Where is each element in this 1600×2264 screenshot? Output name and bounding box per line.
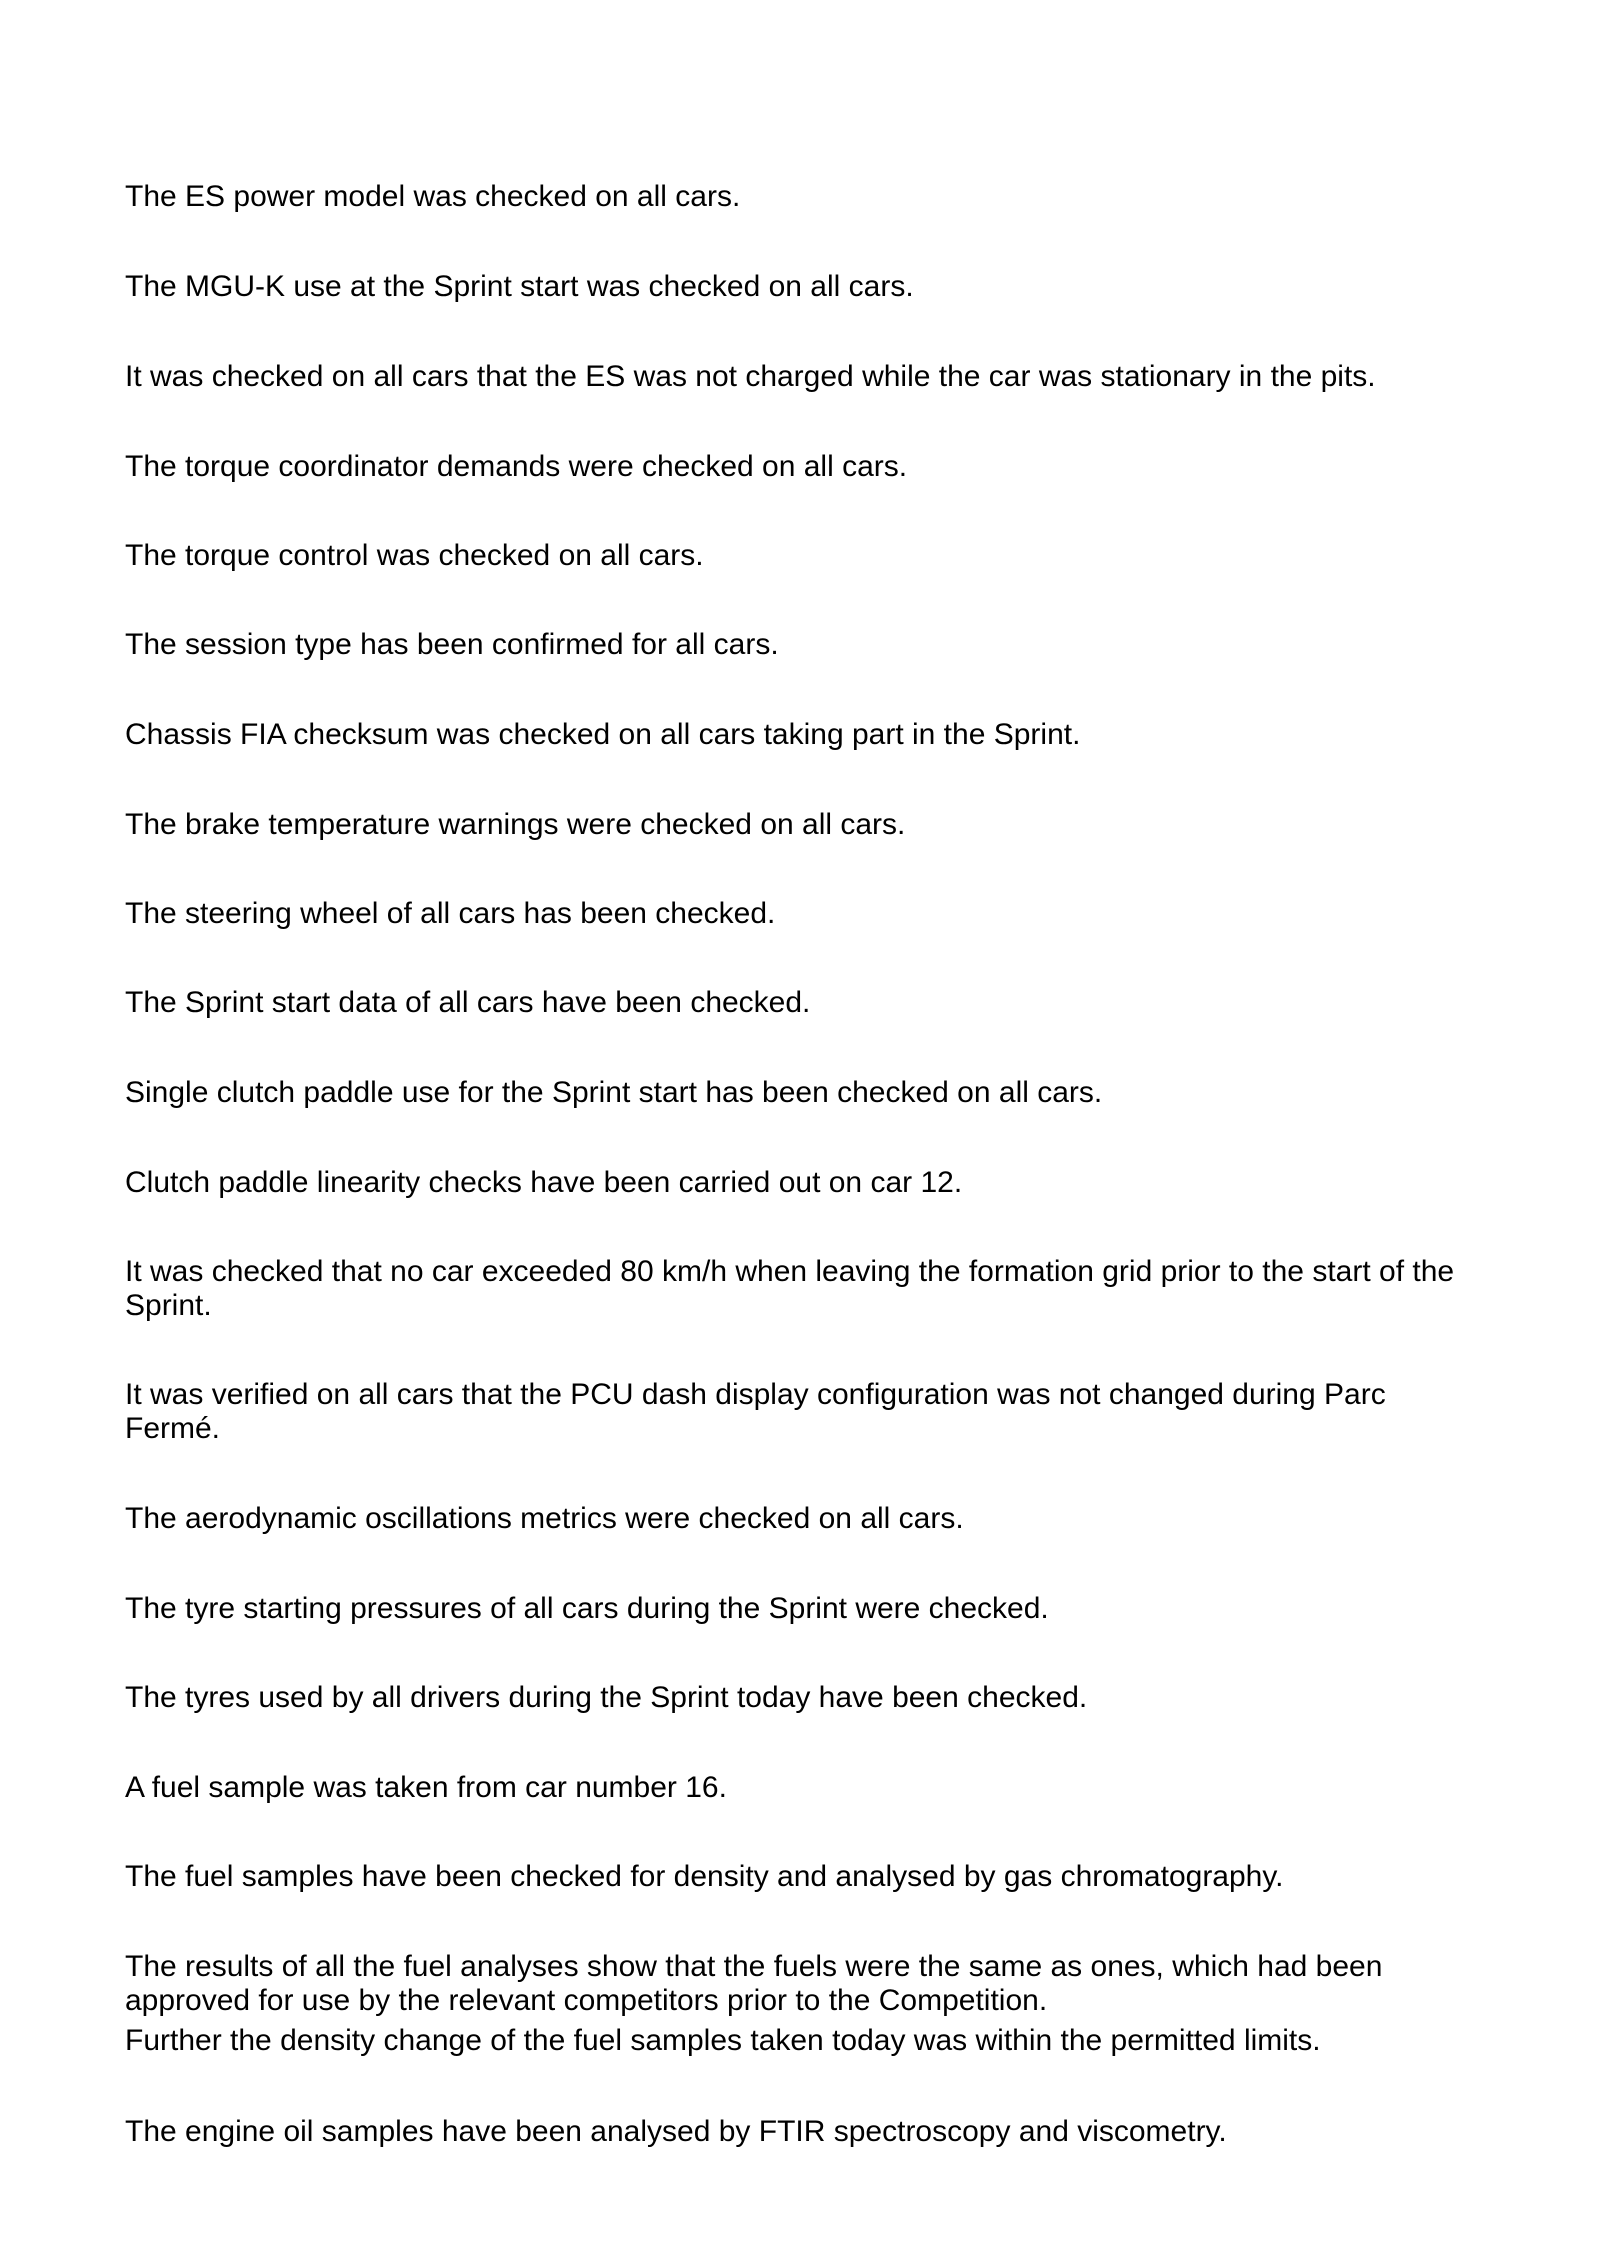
paragraph-formation-grid-speed: It was checked that no car exceeded 80 km/h when leaving the formation grid prior to the start of the Sprint.: [125, 1255, 1455, 1322]
paragraph-torque-control: The torque control was checked on all cars.: [125, 539, 704, 572]
paragraph-tyre-pressures: The tyre starting pressures of all cars during the Sprint were checked.: [125, 1592, 1049, 1625]
paragraph-chassis-checksum: Chassis FIA checksum was checked on all cars taking part in the Sprint.: [125, 718, 1081, 751]
paragraph-clutch-linearity: Clutch paddle linearity checks have been carried out on car 12.: [125, 1166, 963, 1199]
paragraph-engine-oil: The engine oil samples have been analysed by FTIR spectroscopy and viscometry.: [125, 2115, 1227, 2148]
paragraph-single-clutch-paddle: Single clutch paddle use for the Sprint start has been checked on all cars.: [125, 1076, 1103, 1109]
paragraph-fuel-analyses: The results of all the fuel analyses show that the fuels were the same as ones, which had been approved for use by the relevant competitors prior to the Competition.: [125, 1950, 1383, 2017]
paragraph-es-not-charged: It was checked on all cars that the ES was not charged while the car was stationary in the pits.: [125, 360, 1376, 393]
paragraph-tyres-used: The tyres used by all drivers during the Sprint today have been checked.: [125, 1681, 1088, 1714]
paragraph-brake-temperature: The brake temperature warnings were checked on all cars.: [125, 808, 906, 841]
paragraph-steering-wheel: The steering wheel of all cars has been checked.: [125, 897, 776, 930]
paragraph-mgu-k-use: The MGU-K use at the Sprint start was checked on all cars.: [125, 270, 914, 303]
paragraph-es-power-model: The ES power model was checked on all cars.: [125, 180, 741, 213]
paragraph-sprint-start-data: The Sprint start data of all cars have been checked.: [125, 986, 811, 1019]
paragraph-density-change: Further the density change of the fuel samples taken today was within the permitted limits.: [125, 2024, 1321, 2057]
paragraph-aero-oscillations: The aerodynamic oscillations metrics were checked on all cars.: [125, 1502, 964, 1535]
paragraph-torque-coordinator: The torque coordinator demands were checked on all cars.: [125, 450, 908, 483]
paragraph-pcu-dash-display: It was verified on all cars that the PCU dash display configuration was not changed during Parc Fermé.: [125, 1378, 1386, 1445]
paragraph-fuel-sample: A fuel sample was taken from car number 16.: [125, 1771, 727, 1804]
paragraph-session-type: The session type has been confirmed for all cars.: [125, 628, 779, 661]
paragraph-fuel-density: The fuel samples have been checked for density and analysed by gas chromatography.: [125, 1860, 1284, 1893]
